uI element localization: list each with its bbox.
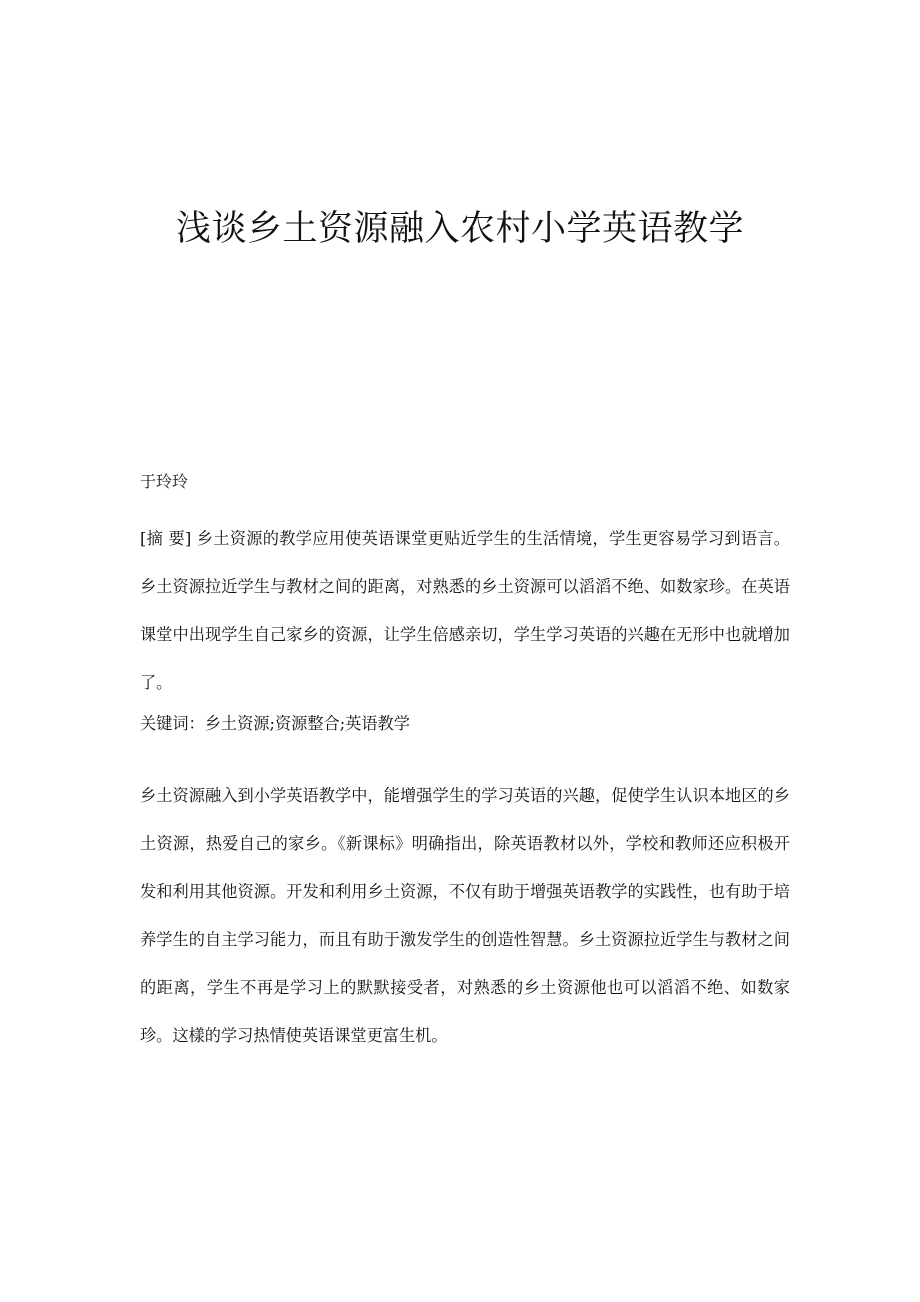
body-paragraph: 乡土资源融入到小学英语教学中，能增强学生的学习英语的兴趣，促使学生认识本地区的乡土资源，热爱自己的家乡。《新课标》明确指出，除英语教材以外，学校和教师还应积极开发和利用其他资源。开发和利用乡土资源，不仅有助于增强英语教学的实践性，也有助于培养学生的自主学习能力，而且有助于激发学生的创造性智慧。乡土资源拉近学生与教材之间的距离，学生不再是学习上的默默接受者，对熟悉的乡土资源他也可以滔滔不绝、如数家珍。这樣的学习热情使英语课堂更富生机。: [140, 786, 790, 1045]
document-title: 浅谈乡土资源融入农村小学英语教学: [175, 209, 744, 249]
abstract-paragraph: [摘 要] 乡土资源的教学应用使英语课堂更贴近学生的生活情境，学生更容易学习到语言。乡土资源拉近学生与教材之间的距离，对熟悉的乡土资源可以滔滔不绝、如数家珍。在英语课堂中出现学生自己家乡的资源，让学生倍感亲切，学生学习英语的兴趣在无形中也就增加了。: [140, 529, 790, 692]
keywords-line: 关键词：乡土资源;资源整合;英语教学: [140, 714, 410, 733]
author-name: 于玲玲: [140, 472, 189, 491]
